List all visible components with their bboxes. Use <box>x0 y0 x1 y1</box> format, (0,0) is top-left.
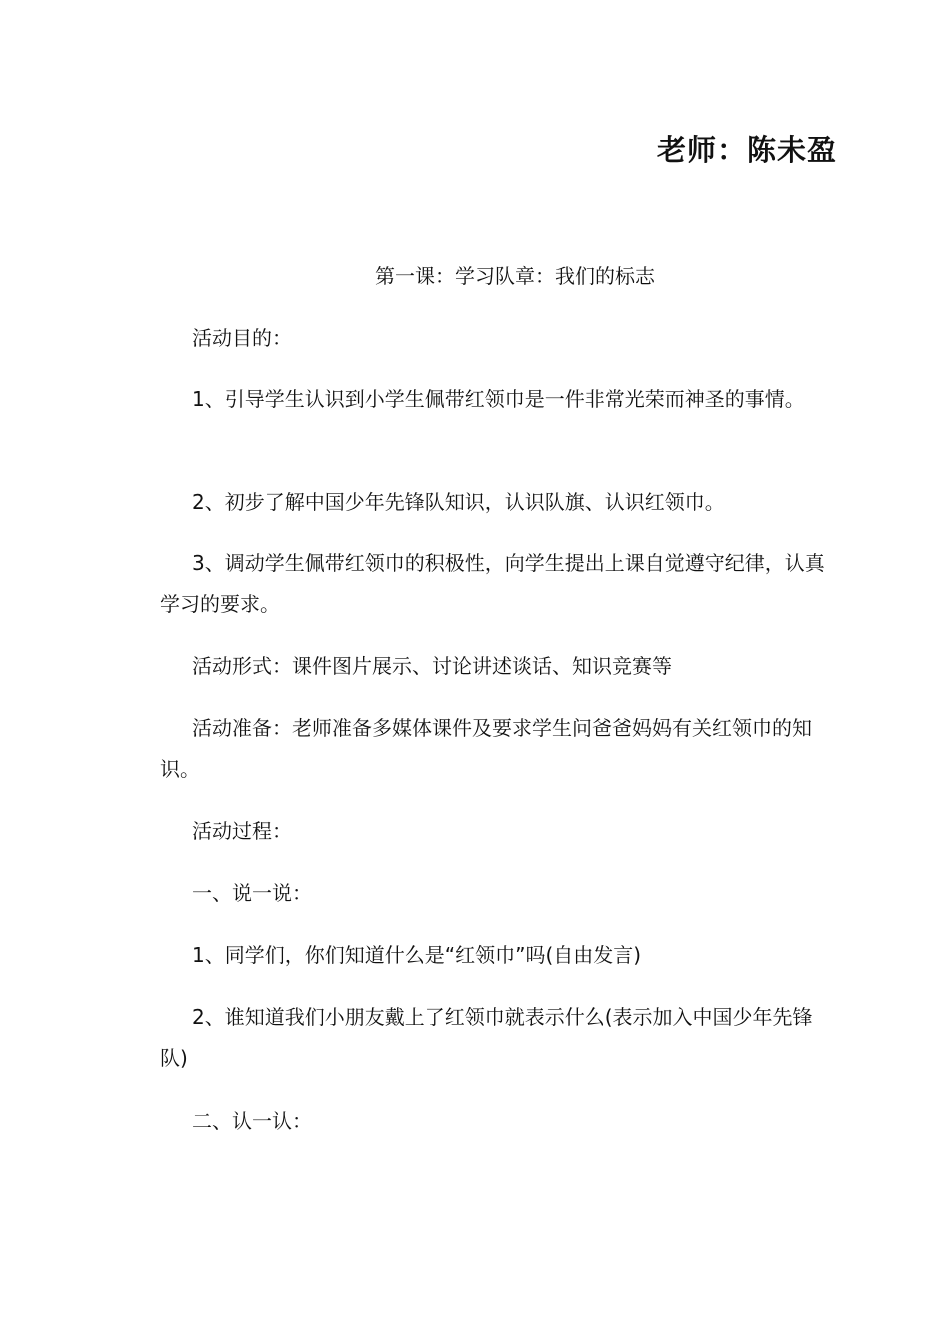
paragraph-activity-process-heading: 活动过程： <box>192 819 292 843</box>
paragraph-goal-3: 3、调动学生佩带红领巾的积极性，向学生提出上课自觉遵守纪律，认真学习的要求。 <box>160 551 825 616</box>
paragraph-question-1: 1、同学们，你们知道什么是“红领巾”吗(自由发言) <box>192 943 642 967</box>
paragraph-activity-form: 活动形式：课件图片展示、讨论讲述谈话、知识竞赛等 <box>192 654 672 678</box>
paragraph-section-1-heading: 一、说一说： <box>192 881 312 905</box>
lesson-title: 第一课：学习队章：我们的标志 <box>375 264 655 288</box>
teacher-name: 老师：陈未盈 <box>656 133 837 167</box>
paragraph-section-2-heading: 二、认一认： <box>192 1109 312 1133</box>
paragraph-goal-2: 2、初步了解中国少年先锋队知识，认识队旗、认识红领巾。 <box>192 490 725 514</box>
paragraph-goal-1: 1、引导学生认识到小学生佩带红领巾是一件非常光荣而神圣的事情。 <box>192 387 805 411</box>
paragraph-question-2: 2、谁知道我们小朋友戴上了红领巾就表示什么(表示加入中国少年先锋队) <box>160 1005 813 1070</box>
paragraph-activity-prep: 活动准备：老师准备多媒体课件及要求学生问爸爸妈妈有关红领巾的知识。 <box>160 716 812 781</box>
paragraph-activity-goal-heading: 活动目的： <box>192 326 292 350</box>
